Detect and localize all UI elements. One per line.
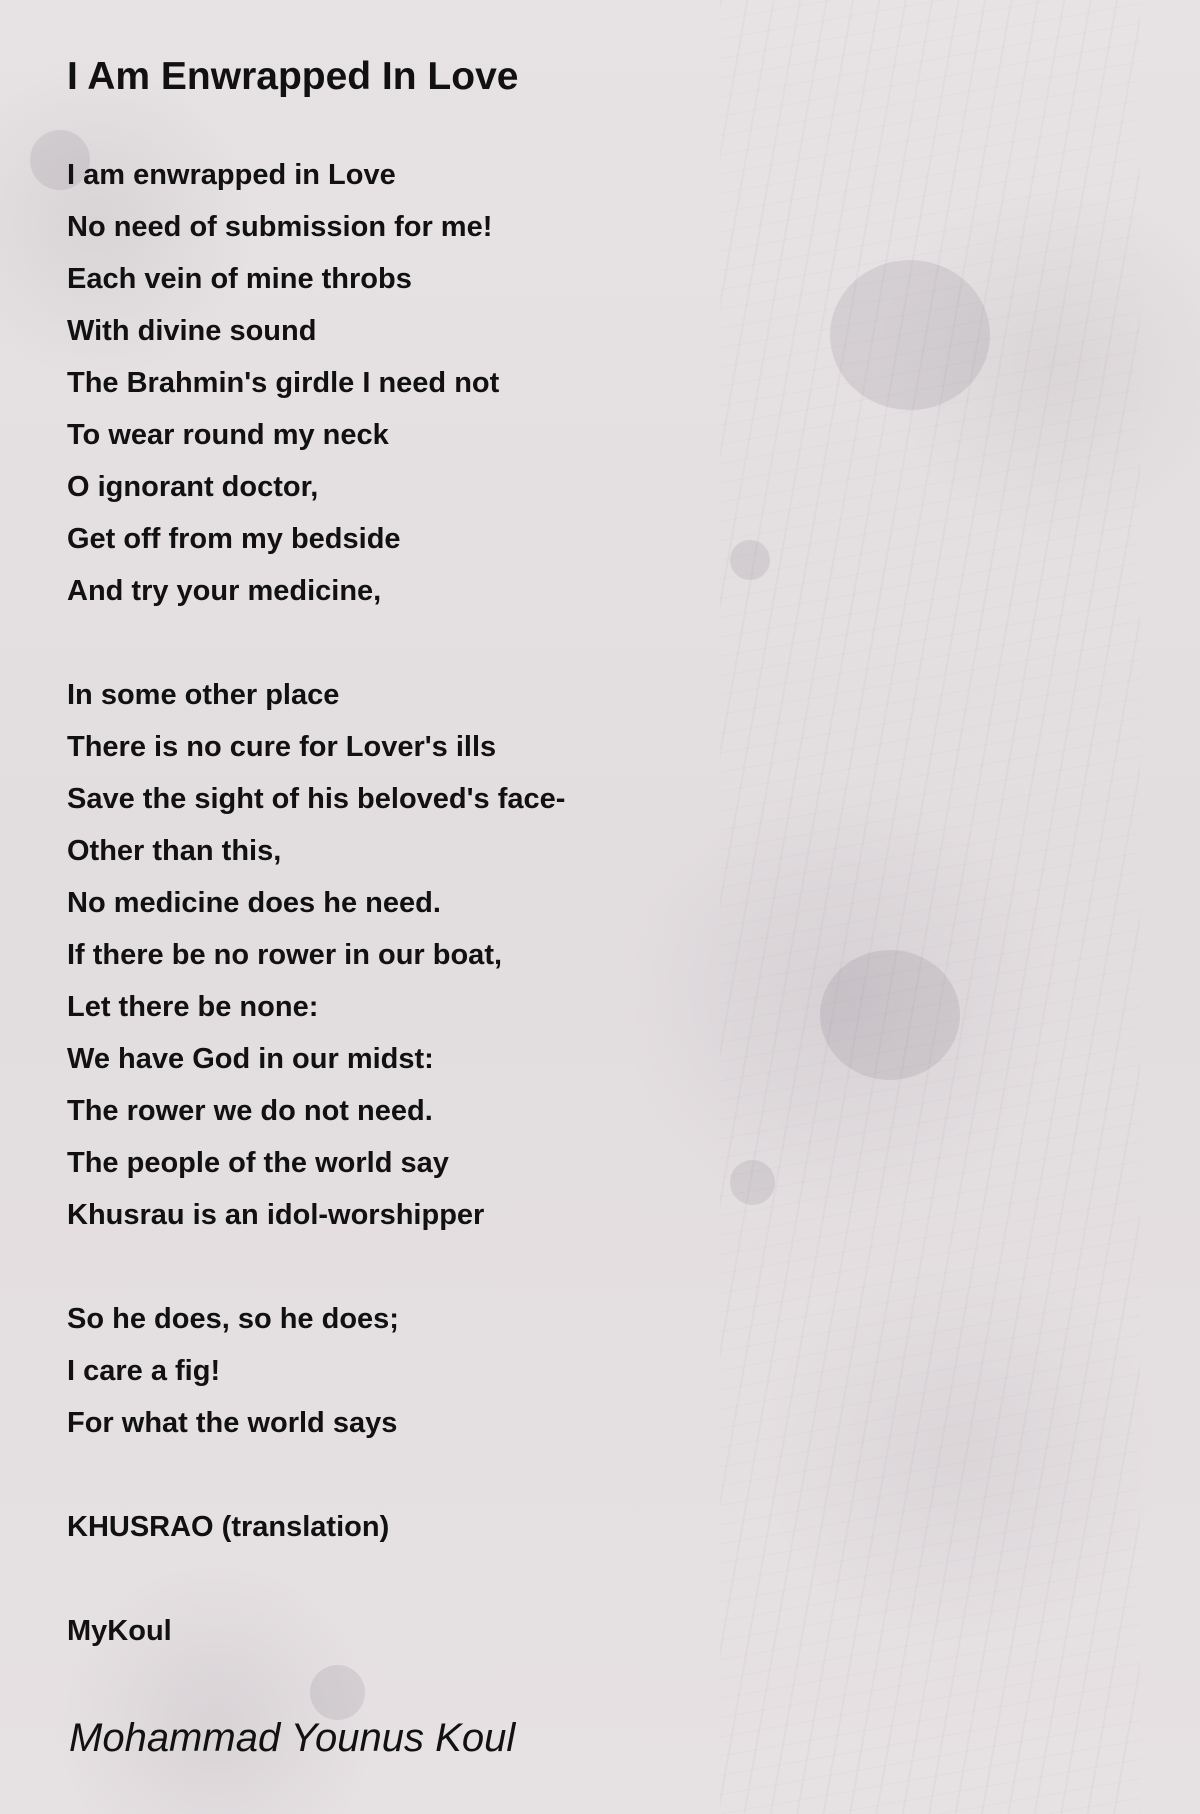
author-name: Mohammad Younus Koul <box>69 1716 516 1760</box>
poem-line: Let there be none: <box>67 991 319 1023</box>
poem-body <box>67 149 827 1657</box>
stanza-3 <box>67 1293 827 1449</box>
poem-line: In some other place <box>67 679 340 711</box>
poem-line: I am enwrapped in Love <box>67 159 396 191</box>
poem-title: I Am Enwrapped In Love <box>67 55 519 98</box>
stanza-gap <box>67 1553 827 1605</box>
stanza-2 <box>67 669 827 1241</box>
background-ink-splotch <box>820 950 960 1080</box>
poem-line: So he does, so he does; <box>67 1303 399 1335</box>
poem-line: There is no cure for Lover's ills <box>67 731 497 763</box>
poem-line: O ignorant doctor, <box>67 471 319 503</box>
poem-line: Get off from my bedside <box>67 523 401 555</box>
stanza-1 <box>67 149 827 617</box>
poem-line: No medicine does he need. <box>67 887 441 919</box>
background-ink-splotch <box>830 260 990 410</box>
poem-line: To wear round my neck <box>67 419 389 451</box>
poem-line: Khusrau is an idol-worshipper <box>67 1199 485 1231</box>
poem-line: No need of submission for me! <box>67 211 493 243</box>
poem-line: The rower we do not need. <box>67 1095 433 1127</box>
poem-line: With divine sound <box>67 315 317 347</box>
poem-signature: MyKoul <box>67 1615 172 1647</box>
poem-line: And try your medicine, <box>67 575 382 607</box>
poem-line: The people of the world say <box>67 1147 449 1179</box>
translation-credit: KHUSRAO (translation) <box>67 1511 390 1543</box>
poem-line: Save the sight of his beloved's face- <box>67 783 566 815</box>
stanza-gap <box>67 1449 827 1501</box>
stanza-gap <box>67 1241 827 1293</box>
poem-line: Each vein of mine throbs <box>67 263 412 295</box>
poem-line: The Brahmin's girdle I need not <box>67 367 500 399</box>
stanza-gap <box>67 617 827 669</box>
poem-line: I care a fig! <box>67 1355 221 1387</box>
poem-line: For what the world says <box>67 1407 398 1439</box>
poem-line: Other than this, <box>67 835 282 867</box>
poem-line: We have God in our midst: <box>67 1043 434 1075</box>
poem-line: If there be no rower in our boat, <box>67 939 503 971</box>
poem-container <box>67 48 827 1657</box>
